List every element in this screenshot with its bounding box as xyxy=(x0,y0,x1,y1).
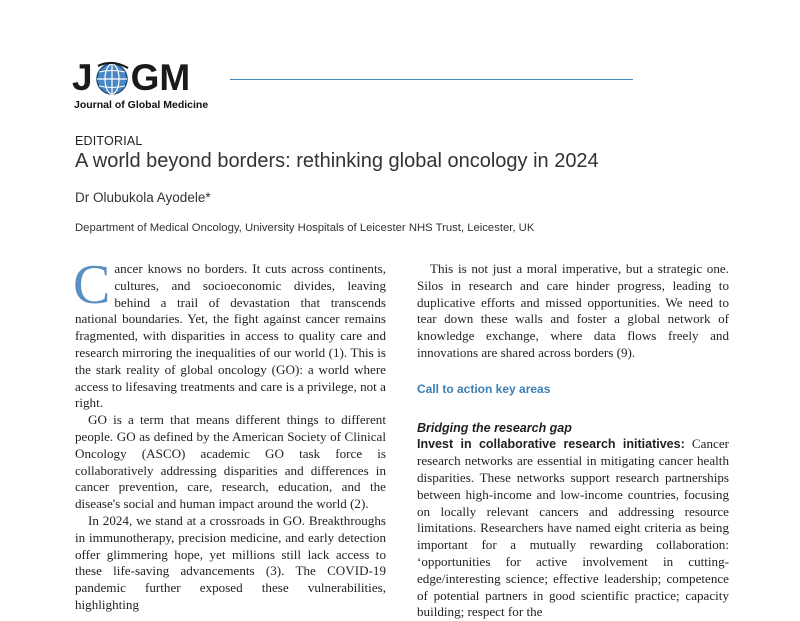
journal-name: Journal of Global Medicine xyxy=(74,99,209,111)
logo-letter-m: M xyxy=(159,57,191,98)
drop-cap: C xyxy=(73,254,111,316)
paragraph-crossroads: In 2024, we stand at a crossroads in GO. Breakthroughs in immunotherapy, precision medicine, and early detection offer glimmering hope, yet millions still lack access to these life-saving advancements (3). The COVID-19 pandemic further exposed these vulnerabilities, highlighting xyxy=(75,512,386,612)
logo-letter-g: G xyxy=(130,57,160,98)
section-heading: Call to action key areas xyxy=(417,381,551,396)
globe-icon xyxy=(94,58,130,98)
article-title: A world beyond borders: rethinking global oncology in 2024 xyxy=(75,150,599,172)
author-affiliation: Department of Medical Oncology, University Hospitals of Leicester NHS Trust, Leicester, UK xyxy=(75,222,535,234)
paragraph-research-text: Cancer research networks are essential in mitigating cancer health disparities. These networks support research partnerships between high-income and low-income countries, focusing on locally relevant cancers and addressing resource limitations. Researchers have named eight criteria as being important for a mutually rewarding collaboration: ‘opportunities for active involvement in cutting-edge/interesting science; effective leadership; competence of potential partners in good scientific practice; capacity building; respect for the xyxy=(417,436,729,620)
paragraph-intro xyxy=(73,254,386,412)
logo-letter-j: J xyxy=(72,57,93,98)
paragraph-research-initiatives xyxy=(417,436,729,621)
journal-logo xyxy=(72,58,212,110)
paragraph-lead: Invest in collaborative research initiatives: xyxy=(417,437,685,452)
left-column xyxy=(73,254,386,614)
logo-wordmark xyxy=(72,58,190,98)
paragraph-intro-text: ancer knows no borders. It cuts across continents, cultures, and socioeconomic divides, leaving behind a trail of devastation that transcends national boundaries. Yet, the fight against cancer remains fragmented, with disparities in access to quality care and research mirroring the inequalities of our world (1). This is the stark reality of global oncology (GO): a world where access to lifesaving treatments and care is a privilege, not a right. xyxy=(75,261,386,411)
article-author: Dr Olubukola Ayodele* xyxy=(75,190,211,205)
right-column xyxy=(417,261,729,621)
paragraph-go-definition: GO is a term that means different things to different people. GO as defined by the American Society of Clinical Oncology (ASCO) academic GO task force is collaboratively addressing disparities and differences in cancer prevention, care, research, education, and the disease's social and human impact around the world (2). xyxy=(75,412,386,512)
subsection-heading: Bridging the research gap xyxy=(417,420,572,435)
header-divider xyxy=(230,79,633,80)
paragraph-strategic: This is not just a moral imperative, but a strategic one. Silos in research and care hinder progress, leading to duplicative efforts and missed opportunities. We need to tear down these walls and foster a global network of knowledge exchange, where data flows freely and innovations are shared across borders (9). xyxy=(417,261,729,360)
section-label: EDITORIAL xyxy=(75,134,143,148)
